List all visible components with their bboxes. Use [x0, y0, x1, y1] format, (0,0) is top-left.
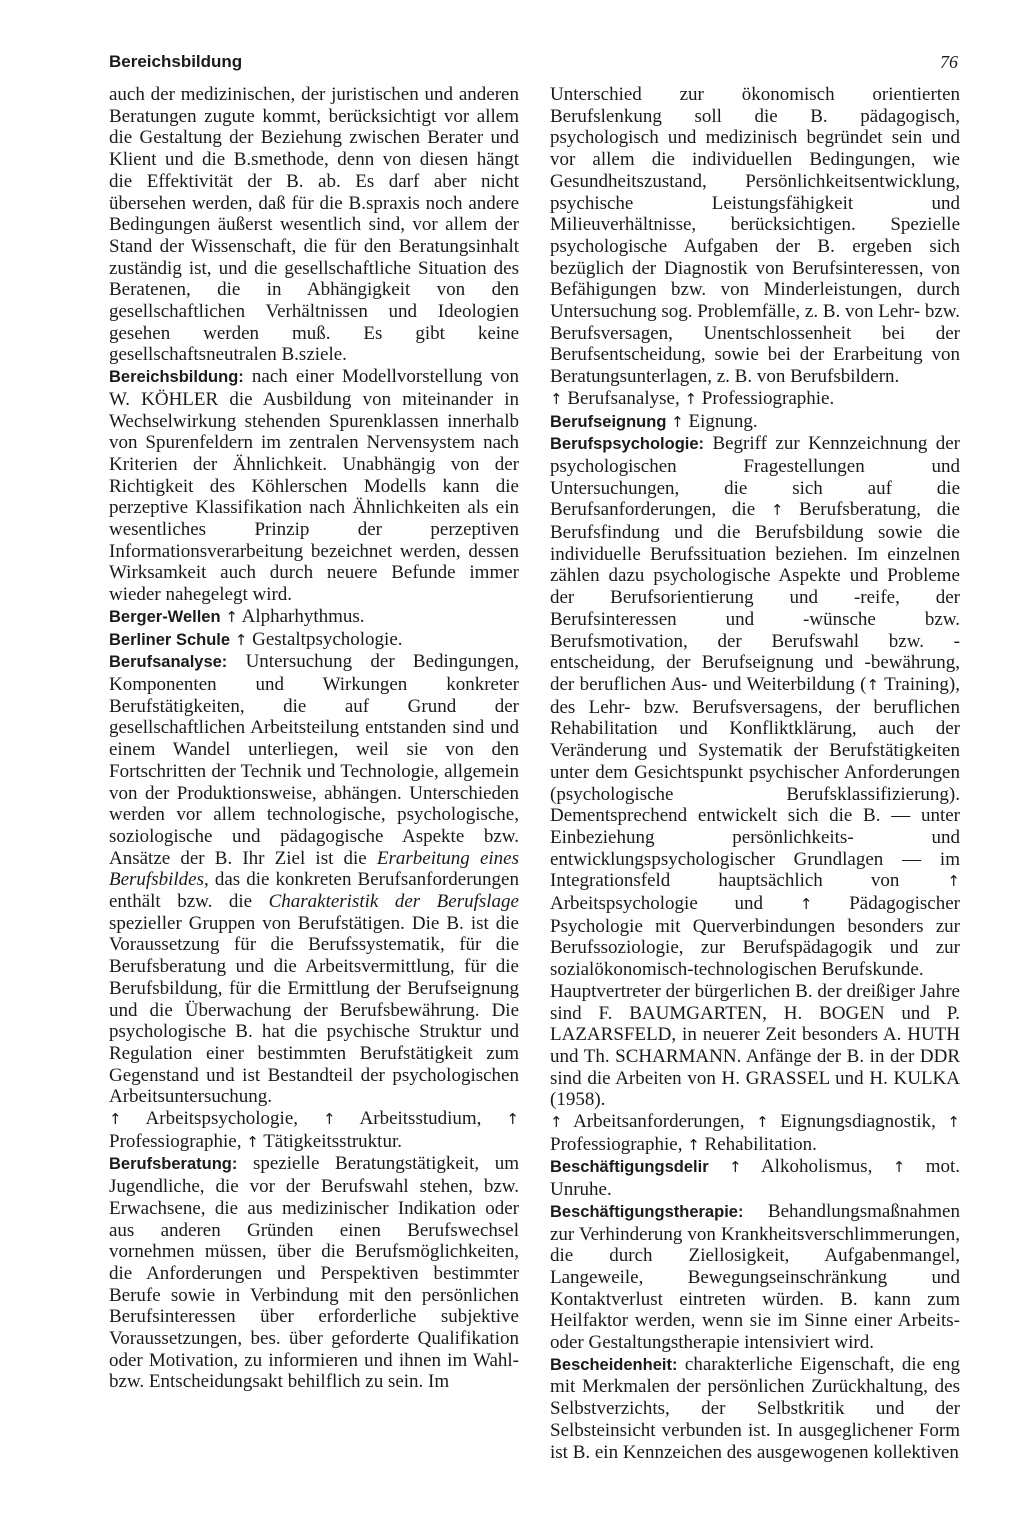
entry-head: Berufspsychologie: [550, 435, 705, 454]
arrow-up-icon: ↑ [770, 501, 784, 520]
entry-berufsberatung [109, 1153, 519, 1393]
continued-paragraph: auch der medizinischen, der juristischen und anderen Beratungen zugute kommt, berücksichtigt vor allem die Gestaltung der Beziehung zwischen Berater und Klient und die B.smethode, denn von diesen hängt die Effektivität der B. ab. Es darf aber nicht übersehen werden, daß für die B.spraxis noch andere Bedingungen äußerst wesentlich sind, vor allem der Stand der Wissenschaft, die für den Beratungsinhalt zuständig ist, und die gesellschaftliche Situation des Beratenen, die in Abhängigkeit von den gesellschaftlichen Verhältnissen und Ideologien gesehen werden muß. Es gibt keine gesellschaftsneutralen B.sziele. [109, 84, 519, 366]
right-column [550, 84, 960, 1463]
arrow-up-icon: ↑ [246, 1132, 259, 1151]
entry-bereichsbildung [109, 366, 519, 606]
running-head: Bereichsbildung [109, 52, 243, 71]
entry-paragraph: Hauptvertreter der bürgerlichen B. der dreißiger Jahre sind F. BAUMGARTEN, H. BOGEN und P. LAZARSFELD, in neuerer Zeit besonders A. HUTH und Th. SCHARMANN. Anfänge der B. in der DDR sind die Arbeiten von H. GRASSEL und H. KULKA (1958). [550, 980, 960, 1111]
entry-berger-wellen [109, 606, 519, 629]
cross-reference: Berufsanalyse, [562, 387, 685, 409]
cross-reference: Gestaltpsychologie. [247, 628, 403, 650]
cross-reference: Alkoholismus, [741, 1156, 893, 1178]
page-number: 76 [940, 52, 958, 72]
entry-text: Begriff zur Kennzeichnung der psychologischen Fragestellungen und Untersuchungen, die sich auf die Berufsanforderungen, die [550, 433, 960, 521]
cross-reference: Alpharhythmus. [237, 605, 365, 627]
arrow-up-icon: ↑ [550, 1113, 563, 1132]
see-also-line [109, 1108, 519, 1153]
arrow-up-icon: ↑ [225, 607, 238, 626]
see-also-line [550, 1111, 960, 1156]
arrow-up-icon: ↑ [756, 1113, 769, 1132]
arrow-up-icon: ↑ [947, 872, 960, 891]
entry-head: Bereichsbildung: [109, 368, 244, 387]
cross-reference: Tätigkeitsstruktur. [258, 1130, 402, 1152]
cross-reference: Eignungsdiagnostik, [768, 1111, 948, 1133]
entry-bescheidenheit [550, 1354, 960, 1464]
cross-reference: Arbeitspsychologie, [121, 1108, 323, 1130]
entry-beschaeftigungstherapie [550, 1201, 960, 1354]
entry-head: Berufseignung [550, 412, 667, 431]
entry-text: spezieller Gruppen von Berufstätigen. Die B. ist die Voraussetzung für die Berufssystematik, für die Berufsberatung und die Arbeitsvermittlung, für die Berufsbildung, für die Ermittlung der Berufseignung und die Überwachung der Berufsbewährung. Die psychologische B. hat die psychische Struktur und Regulation einer bestimmten Berufstätigkeit zum Gegenstand und ist Bestandteil der psychologischen Arbeitsuntersuchung. [109, 912, 519, 1108]
arrow-up-icon: ↑ [323, 1110, 336, 1129]
cross-reference: Arbeitsanforderungen, [562, 1111, 757, 1133]
left-column [109, 84, 519, 1393]
cross-reference: Eignung. [683, 410, 758, 432]
see-also-line [550, 388, 960, 411]
entry-head: Beschäftigungsdelir [550, 1158, 709, 1177]
arrow-up-icon: ↑ [234, 630, 248, 649]
entry-berufseignung [550, 411, 960, 434]
entry-head: Berufsanalyse: [109, 653, 228, 672]
entry-text: Untersuchung der Bedingungen, Komponenten und Wirkungen konkreter Berufstätigkeiten, die auf Grund der gesellschaftlichen Arbeitsteilung entstanden sind und einem Wandel unterliegen, weil sie von den Fortschritten der Technik und Technologie, allgemein von der Produktionsweise, abhängen. Unterschieden werden vor allem technologische, psychologische, soziologische und pädagogische Aspekte bzw. Ansätze der B. Ihr Ziel ist die [109, 651, 519, 869]
entry-head: Berger-Wellen [109, 607, 221, 626]
entry-beschaeftigungsdelir [550, 1156, 960, 1200]
arrow-up-icon: ↑ [866, 675, 880, 694]
entry-berufsanalyse [109, 651, 519, 1108]
cross-reference: Rehabilitation. [699, 1133, 817, 1155]
arrow-up-icon: ↑ [684, 389, 698, 408]
entry-emphasis: Charakteristik der Berufslage [268, 891, 519, 913]
entry-text: spezielle Beratungstätigkeit, um Jugendliche, die vor der Berufswahl stehen, bzw. Erwachsene, die aus medizinischer Indikation oder aus anderen Gründen einen Berufswechsel vornehmen müssen, über die Berufsmöglichkeiten, die Anforderungen und Perspektiven bestimmter Berufe sowie in Verbindung mit den persönlichen Berufsinteressen über erforderliche subjektive Voraussetzungen, bes. über geforderte Qualifikation oder Motivation, zu informieren und ihnen im Wahl- bzw. Entscheidungsakt behilflich zu sein. Im [109, 1153, 519, 1393]
entry-head: Berufsberatung: [109, 1155, 238, 1174]
arrow-up-icon: ↑ [109, 1110, 122, 1129]
entry-text: Training), des Lehr- bzw. Berufsversagens, der beruflichen Rehabilitation und Konfliktklärung, auch der Veränderung und Systematik der Berufstätigkeiten unter dem Gesichtspunkt psychischer Anforderungen (psychologische Berufsklassifizierung). Dementsprechend entwickelt sich die B. — unter Einbeziehung persönlichkeits- und entwicklungspsychologischer Grundlagen — im Integrationsfeld hauptsächlich von [550, 673, 960, 892]
arrow-up-icon: ↑ [506, 1110, 519, 1129]
entry-text: Pädagogischer Psychologie mit Querverbindungen besonders zur Berufssoziologie, zur Berufspädagogik und zur sozialökonomisch-technologischen Berufskunde. [550, 893, 960, 981]
arrow-up-icon: ↑ [799, 895, 813, 914]
entry-head: Berliner Schule [109, 630, 231, 649]
cross-reference: mot. Unruhe. [550, 1156, 961, 1201]
arrow-up-icon: ↑ [550, 389, 563, 408]
arrow-up-icon: ↑ [729, 1158, 742, 1177]
entry-text: Unterschied zur ökonomisch orientierten Berufslenkung soll die B. pädagogisch, psychologisch und medizinisch begründet sein und vor allem die individuellen Bedingungen, wie Gesundheitszustand, Persönlichkeitsentwicklung, psychische Leistungsfähigkeit und Milieuverhältnisse, berücksichtigen. Spezielle psychologische Aufgaben der B. ergeben sich bezüglich der Diagnostik von Berufsinteressen, von Befähigungen bzw. von Minderleistungen, durch Untersuchung sog. Problemfälle, z. B. von Lehr- bzw. Berufsversagen, Unentschlossenheit bei der Berufsentscheidung, sowie bei der Erarbeitung von Beratungsunterlagen, z. B. von Berufsbildern. [550, 84, 960, 388]
arrow-up-icon: ↑ [687, 1135, 700, 1154]
entry-text: nach einer Modellvorstellung von W. KÖHLER die Ausbildung von miteinander in Wechselwirkung stehenden Spurenklassen innerhalb von Spurenfeldern im zentralen Nervensystem nach Kriterien der Ähnlichkeit. Unabhängig von der Richtigkeit des Köhlerschen Modells kann die perzeptive Klassifikation nach Ähnlichkeiten als ein wesentliches Prinzip der perzeptiven Informationsverarbeitung bezeichnet werden, dessen Wirksamkeit auch durch neuere Befunde immer wieder nahegelegt wird. [109, 366, 519, 606]
entry-text: Arbeitspsychologie und [550, 893, 800, 915]
entry-text: Berufsberatung, die Berufsfindung und die Berufsbildung sowie die individuelle Berufssituation beziehen. Im einzelnen zählen dazu psychologische Aspekte und Probleme der Berufsorientierung und -reife, der Berufsinteressen und -wünsche bzw. Berufsmotivation, der Berufswahl bzw. -entscheidung, der Berufseignung und -bewährung, der beruflichen Aus- und Weiterbildung ( [550, 499, 960, 695]
entry-text: , das die konkreten Berufsanforderungen enthält bzw. die [109, 869, 519, 913]
entry-berufspsychologie [550, 433, 960, 981]
cross-reference: Arbeitsstudium, [335, 1108, 507, 1130]
entry-emphasis: Erarbeitung eines Berufsbildes [109, 847, 519, 891]
arrow-up-icon: ↑ [947, 1113, 960, 1132]
arrow-up-icon: ↑ [671, 412, 684, 431]
entry-text: charakterliche Eigenschaft, die eng mit Merkmalen der persönlichen Zurückhaltung, des Selbstverzichts, der Selbstkritik und der Selbsteinsicht verbunden ist. In ausgeglichener Form ist B. ein Kennzeichen des ausgewogenen kollektiven [550, 1353, 960, 1463]
entry-text: Behandlungsmaßnahmen zur Verhinderung von Krankheitsverschlimmerungen, die durch Ziellosigkeit, Aufgabenmangel, Langeweile, Bewegungseinschränkung und Kontaktverlust eintreten würden. B. kann zum Heilfaktor werden, wenn sie im Sinne einer Arbeits- oder Gestaltungstherapie intensiviert wird. [550, 1200, 960, 1354]
arrow-up-icon: ↑ [892, 1158, 906, 1177]
cross-reference: Professiographie, [550, 1133, 688, 1155]
continued-paragraph [550, 84, 960, 388]
entry-head: Beschäftigungstherapie: [550, 1202, 744, 1221]
cross-reference: Professiographie, [109, 1130, 247, 1152]
cross-reference: Professiographie. [697, 387, 835, 409]
entry-berliner-schule [109, 629, 519, 652]
entry-head: Bescheidenheit: [550, 1355, 678, 1374]
